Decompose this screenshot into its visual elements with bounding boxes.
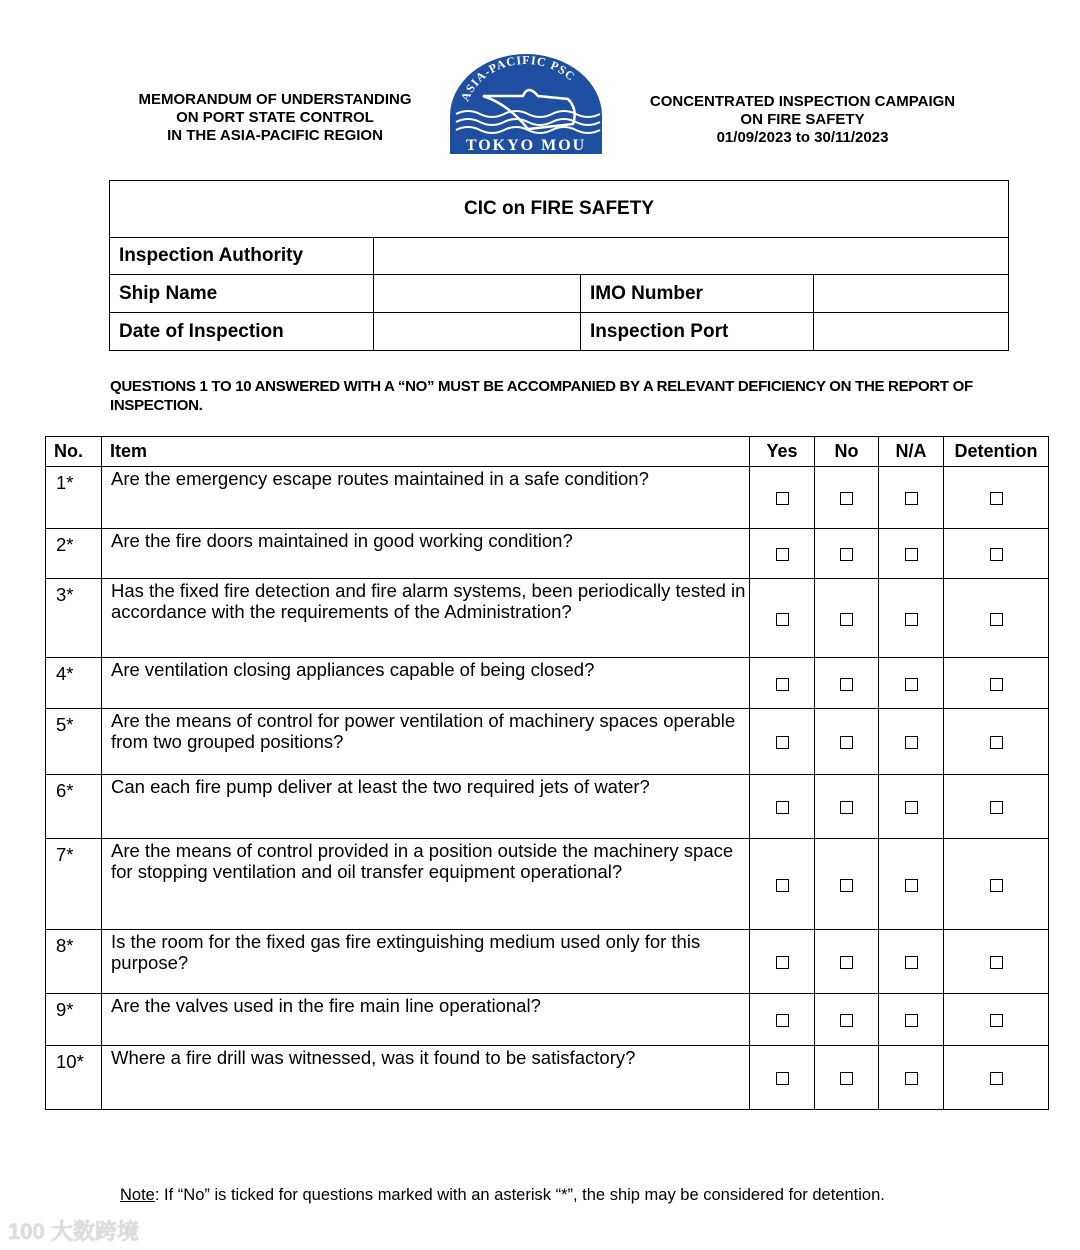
question-text: Are the emergency escape routes maintained in a safe condition? xyxy=(102,467,750,529)
inspection-port-field[interactable] xyxy=(814,313,1009,351)
na-cell xyxy=(879,709,944,775)
question-number: 6* xyxy=(46,775,102,839)
detention-checkbox[interactable] xyxy=(990,492,1003,505)
question-row xyxy=(46,658,1049,709)
detention-cell xyxy=(944,994,1049,1046)
na-cell xyxy=(879,579,944,658)
date-of-inspection-field[interactable] xyxy=(374,313,581,351)
no-checkbox[interactable] xyxy=(840,548,853,561)
yes-cell xyxy=(750,1046,815,1110)
detention-cell xyxy=(944,1046,1049,1110)
no-checkbox[interactable] xyxy=(840,1072,853,1085)
ship-name-label: Ship Name xyxy=(110,275,374,313)
detention-cell xyxy=(944,467,1049,529)
question-number: 9* xyxy=(46,994,102,1046)
tokyo-mou-logo xyxy=(448,54,604,154)
detention-cell xyxy=(944,839,1049,930)
header-line: CONCENTRATED INSPECTION CAMPAIGN xyxy=(649,93,956,110)
question-number: 4* xyxy=(46,658,102,709)
yes-cell xyxy=(750,839,815,930)
na-checkbox[interactable] xyxy=(905,678,918,691)
question-text: Are the means of control for power ventilation of machinery spaces operable from two grouped positions? xyxy=(102,709,750,775)
yes-cell xyxy=(750,529,815,579)
detention-cell xyxy=(944,529,1049,579)
imo-number-label: IMO Number xyxy=(581,275,814,313)
inspection-port-label: Inspection Port xyxy=(581,313,814,351)
na-cell xyxy=(879,467,944,529)
question-text: Where a fire drill was witnessed, was it found to be satisfactory? xyxy=(102,1046,750,1110)
detention-checkbox[interactable] xyxy=(990,678,1003,691)
no-checkbox[interactable] xyxy=(840,678,853,691)
questions-table xyxy=(45,436,1049,1110)
question-text: Are the fire doors maintained in good working condition? xyxy=(102,529,750,579)
detention-checkbox[interactable] xyxy=(990,879,1003,892)
detention-cell xyxy=(944,930,1049,994)
no-cell xyxy=(815,839,879,930)
imo-number-field[interactable] xyxy=(814,275,1009,313)
question-number: 2* xyxy=(46,529,102,579)
question-number: 3* xyxy=(46,579,102,658)
na-checkbox[interactable] xyxy=(905,879,918,892)
yes-cell xyxy=(750,994,815,1046)
yes-checkbox[interactable] xyxy=(776,801,789,814)
detention-checkbox[interactable] xyxy=(990,613,1003,626)
no-checkbox[interactable] xyxy=(840,736,853,749)
yes-cell xyxy=(750,658,815,709)
no-cell xyxy=(815,1046,879,1110)
question-number: 10* xyxy=(46,1046,102,1110)
question-row xyxy=(46,1046,1049,1110)
svg-text:ASIA-PACIFIC PSC: ASIA-PACIFIC PSC xyxy=(457,54,579,104)
header-line: MEMORANDUM OF UNDERSTANDING xyxy=(138,91,412,108)
detention-note xyxy=(120,1186,885,1205)
question-text: Are ventilation closing appliances capable of being closed? xyxy=(102,658,750,709)
date-of-inspection-label: Date of Inspection xyxy=(110,313,374,351)
yes-cell xyxy=(750,930,815,994)
detention-checkbox[interactable] xyxy=(990,801,1003,814)
watermark-logo: 100 大数跨境 xyxy=(8,1219,139,1244)
no-cell xyxy=(815,775,879,839)
question-number: 5* xyxy=(46,709,102,775)
col-no-answer: No xyxy=(815,437,879,467)
na-checkbox[interactable] xyxy=(905,1072,918,1085)
question-text: Is the room for the fixed gas fire extinguishing medium used only for this purpose? xyxy=(102,930,750,994)
no-checkbox[interactable] xyxy=(840,1014,853,1027)
question-row xyxy=(46,775,1049,839)
yes-checkbox[interactable] xyxy=(776,548,789,561)
na-cell xyxy=(879,994,944,1046)
yes-cell xyxy=(750,775,815,839)
na-cell xyxy=(879,839,944,930)
col-item: Item xyxy=(102,437,750,467)
inspection-info-table xyxy=(109,180,1009,351)
yes-checkbox[interactable] xyxy=(776,879,789,892)
question-row xyxy=(46,994,1049,1046)
detention-checkbox[interactable] xyxy=(990,736,1003,749)
detention-checkbox[interactable] xyxy=(990,548,1003,561)
svg-text:TOKYO MOU: TOKYO MOU xyxy=(465,137,587,154)
question-row xyxy=(46,839,1049,930)
header-line: ON PORT STATE CONTROL xyxy=(176,109,374,126)
no-cell xyxy=(815,529,879,579)
question-row xyxy=(46,467,1049,529)
question-text: Has the fixed fire detection and fire alarm systems, been periodically tested in accordance with the requirements of the Administration? xyxy=(102,579,750,658)
col-no: No. xyxy=(46,437,102,467)
yes-checkbox[interactable] xyxy=(776,736,789,749)
detention-checkbox[interactable] xyxy=(990,1072,1003,1085)
no-cell xyxy=(815,994,879,1046)
question-text: Are the valves used in the fire main line operational? xyxy=(102,994,750,1046)
yes-checkbox[interactable] xyxy=(776,956,789,969)
na-cell xyxy=(879,1046,944,1110)
no-checkbox[interactable] xyxy=(840,879,853,892)
yes-checkbox[interactable] xyxy=(776,678,789,691)
na-cell xyxy=(879,930,944,994)
no-cell xyxy=(815,709,879,775)
header-line: IN THE ASIA-PACIFIC REGION xyxy=(167,127,383,144)
no-checkbox[interactable] xyxy=(840,956,853,969)
detention-cell xyxy=(944,775,1049,839)
note-label: Note xyxy=(120,1186,155,1204)
question-number: 8* xyxy=(46,930,102,994)
question-number: 7* xyxy=(46,839,102,930)
na-checkbox[interactable] xyxy=(905,1014,918,1027)
no-checkbox[interactable] xyxy=(840,492,853,505)
detention-cell xyxy=(944,579,1049,658)
question-row xyxy=(46,709,1049,775)
question-row xyxy=(46,529,1049,579)
na-checkbox[interactable] xyxy=(905,548,918,561)
question-row xyxy=(46,930,1049,994)
col-na: N/A xyxy=(879,437,944,467)
na-checkbox[interactable] xyxy=(905,801,918,814)
na-checkbox[interactable] xyxy=(905,736,918,749)
inspection-authority-field[interactable] xyxy=(374,238,1009,275)
detention-cell xyxy=(944,658,1049,709)
detention-checkbox[interactable] xyxy=(990,956,1003,969)
na-cell xyxy=(879,529,944,579)
yes-checkbox[interactable] xyxy=(776,1072,789,1085)
na-checkbox[interactable] xyxy=(905,613,918,626)
col-detention: Detention xyxy=(944,437,1049,467)
yes-checkbox[interactable] xyxy=(776,1014,789,1027)
no-checkbox[interactable] xyxy=(840,613,853,626)
campaign-header xyxy=(620,93,985,147)
note-text: : If “No” is ticked for questions marked with an asterisk “*”, the ship may be considered for detention. xyxy=(154,1186,885,1204)
detention-checkbox[interactable] xyxy=(990,1014,1003,1027)
campaign-dates: 01/09/2023 to 30/11/2023 xyxy=(716,129,889,146)
no-cell xyxy=(815,579,879,658)
question-text: Are the means of control provided in a position outside the machinery space for stopping ventilation and oil transfer equipment operational? xyxy=(102,839,750,930)
yes-checkbox[interactable] xyxy=(776,492,789,505)
ship-name-field[interactable] xyxy=(374,275,581,313)
no-cell xyxy=(815,658,879,709)
question-row xyxy=(46,579,1049,658)
no-cell xyxy=(815,930,879,994)
no-checkbox[interactable] xyxy=(840,801,853,814)
na-cell xyxy=(879,658,944,709)
header-line: ON FIRE SAFETY xyxy=(740,111,865,128)
no-cell xyxy=(815,467,879,529)
yes-cell xyxy=(750,579,815,658)
mou-header xyxy=(115,91,435,145)
yes-checkbox[interactable] xyxy=(776,613,789,626)
question-number: 1* xyxy=(46,467,102,529)
na-checkbox[interactable] xyxy=(905,956,918,969)
na-checkbox[interactable] xyxy=(905,492,918,505)
form-title: CIC on FIRE SAFETY xyxy=(110,181,1009,238)
yes-cell xyxy=(750,467,815,529)
na-cell xyxy=(879,775,944,839)
col-yes: Yes xyxy=(750,437,815,467)
yes-cell xyxy=(750,709,815,775)
inspection-authority-label: Inspection Authority xyxy=(110,238,374,275)
deficiency-notice: QUESTIONS 1 TO 10 ANSWERED WITH A “NO” MUST BE ACCOMPANIED BY A RELEVANT DEFICIENCY ON THE REPORT OF INSPECTION. xyxy=(110,378,973,414)
question-text: Can each fire pump deliver at least the two required jets of water? xyxy=(102,775,750,839)
detention-cell xyxy=(944,709,1049,775)
